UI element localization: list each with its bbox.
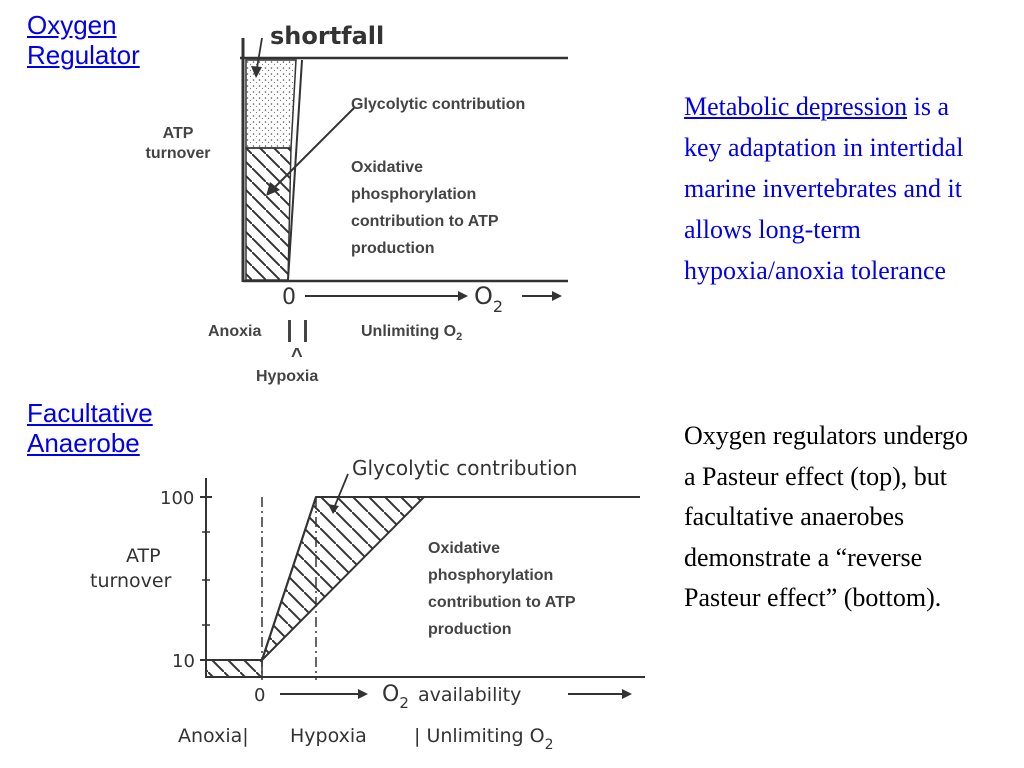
bottom-glycolytic-label: Glycolytic contribution: [352, 456, 578, 480]
top-atp-line1: ATP: [162, 125, 194, 142]
pasteur-effect-text: Oxygen regulators undergo a Pasteur effect (top), but facultative anaerobes demonstrate a “reverse Pasteur effect” (bottom).: [684, 421, 969, 612]
facultative-anaerobe-line1: Facultative: [27, 398, 153, 428]
bottom-tick-100-label: 100: [160, 488, 195, 509]
top-hypoxia-caret: ^: [291, 345, 303, 367]
top-anoxia-text: Anoxia: [208, 323, 262, 340]
top-oxidative-line1: Oxidative: [351, 159, 424, 176]
bottom-tick-10-label: 10: [172, 651, 195, 672]
metabolic-depression-link[interactable]: Metabolic depression: [684, 92, 908, 121]
top-atp-line2: turnover: [145, 145, 211, 162]
top-o2-label: $O_2$: [474, 282, 504, 316]
metabolic-depression-paragraph: [684, 86, 984, 291]
bottom-o2-label: $O_2$: [382, 682, 409, 712]
bottom-oxidative-line1: Oxidative: [428, 540, 501, 557]
shortfall-label: shortfall: [270, 22, 385, 50]
bottom-avail-arrowhead: [622, 689, 632, 699]
metabolic-depression-text: is a key adaptation in intertidal marine invertebrates and it allows long-term hypoxia/anoxia tolerance: [684, 92, 964, 285]
bottom-atp-line2: turnover: [90, 570, 172, 592]
oxygen-regulator-line2: Regulator: [27, 40, 140, 70]
top-oxidative-line3: contribution to ATP: [351, 213, 499, 230]
bottom-availability-label: availability: [418, 684, 522, 706]
bottom-hypoxia-label: Hypoxia: [290, 725, 367, 747]
top-unlimiting-text: Unlimiting O: [361, 323, 457, 340]
bottom-oxidative-line3: contribution to ATP: [428, 594, 576, 611]
bottom-zero-label: 0: [254, 685, 266, 706]
top-oxidative-line2: phosphorylation: [351, 186, 477, 203]
bottom-anoxia-label: Anoxia|: [178, 725, 249, 747]
bottom-oxidative-line4: production: [428, 621, 512, 638]
bottom-oxidative-line2: phosphorylation: [428, 567, 554, 584]
top-glycolytic-label: Glycolytic contribution: [351, 96, 526, 113]
bottom-oxidative-area: [262, 497, 424, 660]
top-hypoxia-label: Hypoxia: [256, 368, 319, 385]
oxygen-regulator-line1: Oxygen: [27, 10, 117, 40]
facultative-anaerobe-line2: Anaerobe: [27, 428, 140, 458]
top-zero-label: 0: [282, 285, 296, 310]
bottom-o2-arrowhead: [358, 689, 368, 699]
bottom-atp-line1: ATP: [126, 545, 161, 567]
pasteur-effect-paragraph: [684, 416, 984, 619]
bottom-glycolytic-baseline: [206, 660, 262, 677]
top-oxidative-line4: production: [351, 240, 435, 257]
top-unlimiting-sub: 2: [456, 331, 463, 344]
bottom-oxidative-label: [428, 535, 576, 643]
bottom-unlimiting-label: | Unlimiting $O_2$: [414, 725, 554, 753]
